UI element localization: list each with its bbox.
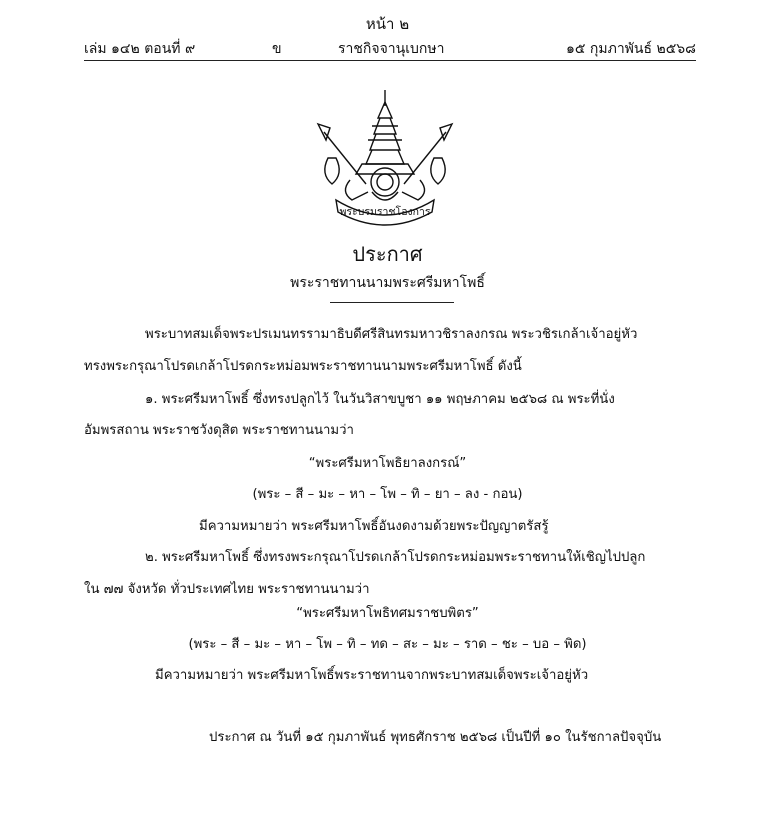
item-1-line-1: ๑. พระศรีมหาโพธิ์ ซึ่งทรงปลูกไว้ ในวันวิสาขบูชา ๑๑ พฤษภาคม ๒๕๖๘ ณ พระที่นั่ง xyxy=(145,392,615,407)
royal-emblem-icon xyxy=(310,88,460,230)
gazette-name: ราชกิจจานุเบกษา xyxy=(338,41,445,57)
header-rule xyxy=(84,60,696,61)
volume-issue: เล่ม ๑๔๒ ตอนที่ ๙ xyxy=(84,41,196,57)
document-title: ประกาศ xyxy=(352,242,423,266)
intro-line-1: พระบาทสมเด็จพระปรเมนทรรามาธิบดีศรีสินทรมหาวชิราลงกรณ พระวชิรเกล้าเจ้าอยู่หัว xyxy=(145,327,638,342)
item-1-name: “พระศรีมหาโพธิยาลงกรณ์” xyxy=(308,456,467,471)
item-2-reading: (พระ – สี – มะ – หา – โพ – ทิ – ทด – สะ – มะ – ราด – ชะ – บอ – พิด) xyxy=(188,637,587,652)
item-2-meaning: มีความหมายว่า พระศรีมหาโพธิ์พระราชทานจากพระบาทสมเด็จพระเจ้าอยู่หัว xyxy=(155,668,589,683)
item-2-line-1: ๒. พระศรีมหาโพธิ์ ซึ่งทรงพระกรุณาโปรดเกล้าโปรดกระหม่อมพระราชทานให้เชิญไปปลูก xyxy=(145,550,646,565)
item-2-line-2: ใน ๗๗ จังหวัด ทั่วประเทศไทย พระราชทานนามว่า xyxy=(84,582,370,597)
item-2-name: “พระศรีมหาโพธิทศมราชบพิตร” xyxy=(296,606,479,621)
emblem-ribbon-text: พระบรมราชโองการ xyxy=(339,206,431,218)
issue-date: ๑๕ กุมภาพันธ์ ๒๕๖๘ xyxy=(565,41,696,57)
item-1-reading: (พระ – สี – มะ – หา – โพ – ทิ – ยา – ลง - กอน) xyxy=(252,487,523,502)
closing-line: ประกาศ ณ วันที่ ๑๕ กุมภาพันธ์ พุทธศักราช ๒๕๖๘ เป็นปีที่ ๑๐ ในรัชกาลปัจจุบัน xyxy=(209,730,662,745)
section-letter: ข xyxy=(272,41,282,57)
document-subtitle: พระราชทานนามพระศรีมหาโพธิ์ xyxy=(290,275,485,291)
title-rule xyxy=(330,302,454,303)
intro-line-2: ทรงพระกรุณาโปรดเกล้าโปรดกระหม่อมพระราชทานนามพระศรีมหาโพธิ์ ดังนี้ xyxy=(84,359,522,374)
item-1-line-2: อัมพรสถาน พระราชวังดุสิต พระราชทานนามว่า xyxy=(84,423,354,438)
page-number: หน้า ๒ xyxy=(365,15,410,33)
item-1-meaning: มีความหมายว่า พระศรีมหาโพธิ์อันงดงามด้วยพระปัญญาตรัสรู้ xyxy=(199,519,549,534)
